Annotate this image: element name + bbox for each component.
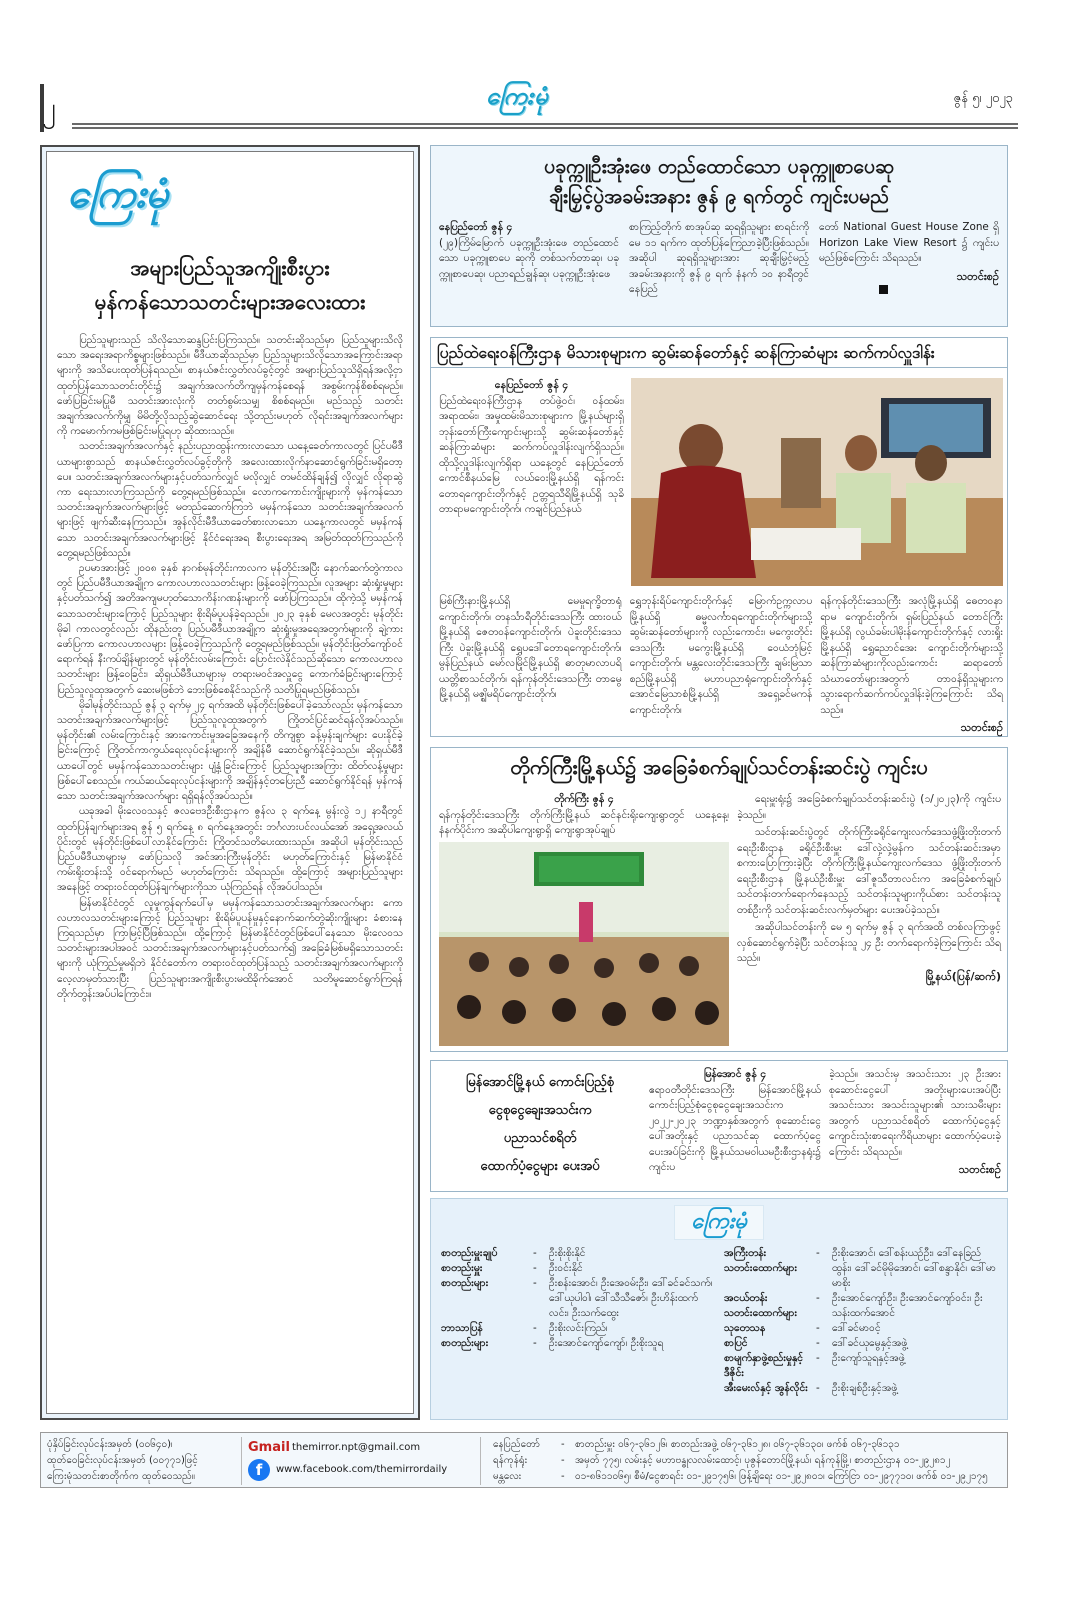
editorial-box: [40, 145, 420, 1420]
staff-row: [441, 1321, 714, 1336]
editorial-paragraph: မိုခါမုန်တိုင်းသည် ဇွန် ၃ ရက်မှ ၂၄ ရက်အထိ မုန်တိုင်းဖြစ်ပေါ်ခဲ့သော်လည်း မှန်ကန်သောသတင်းအချက်အလက်များဖြင့် ပြည်သူလူထုအတွက် ကြိုတင်ပြင်ဆင်ရန်လိုအပ်သည်။ မုန်တိုင်း၏ လမ်းကြောင်းနှင့် အားကောင်းမှုအခြေအနေကို တိကျစွာ ခန့်မှန်းချက်များ ပေးနိုင်ခဲ့ခြင်းကြောင့် ကြိုတင်ကာကွယ်ရေးလုပ်ငန်းများကို အချိန်မီ ဆောင်ရွက်နိုင်ခဲ့သည်။ ဆိုရှယ်မီဒီယာပေါ်တွင် မမှန်ကန်သောသတင်းများ ပျံ့နှံ့ခြင်းကြောင့် ပြည်သူများအကြား ထိတ်လန့်မှုများ ဖြစ်ပေါ်စေသည်။ ကယ်ဆယ်ရေးလုပ်ငန်းများကို အချိန်နှင့်တပြေးညီ ဆောင်ရွက်နိုင်ရန် မှန်ကန်သော သတင်းအချက်အလက်များ ရရှိရန်လိုအပ်သည်။: [57, 698, 403, 803]
staff-role: စာတည်းမှူး: [441, 1262, 483, 1274]
editorial-paragraph: ယခုအခါ မိုးလေဝသနှင့် ဇလဗေဒဦးစီးဌာနက ဇွန်လ ၃ ရက်နေ့ မွန်းလွဲ ၁၂ နာရီတွင် ထုတ်ပြန်ချက်များအရ ဇွန် ၅ ရက်နေ့ ၈ ရက်နေ့အတွင်း ဘင်္ဂလားပင်လယ်အော် အရှေ့အလယ်ပိုင်းတွင် မုန်တိုင်းဖြစ်ပေါ်လာနိုင်ကြောင်း ကြိုတင်သတိပေးထားသည်။ အဆိုပါ မုန်တိုင်းသည် ပြည်ပမီဒီယာများမှ ဖော်ပြသလို အင်အားကြီးမုန်တိုင်း မဟုတ်ကြောင်းနှင့် မြန်မာနိုင်ငံကမ်းရိုးတန်းသို့ ဝင်ရောက်မည် မဟုတ်ကြောင်း သိရသည်။ ထို့ကြောင့် အများပြည်သူများအနေဖြင့် တရားဝင်ထုတ်ပြန်ချက်များကိုသာ ယုံကြည်ရန် လိုအပ်ပါသည်။: [57, 805, 403, 894]
article-headline: [439, 152, 999, 212]
article-monastery-donation: [430, 337, 1008, 737]
staff-row: [441, 1261, 714, 1276]
article-text: ဧရာဝတီတိုင်းဒေသကြီး မြန်အောင်မြို့နယ် ကောင်းပြည့်စုံငွေစုငွေချေးအသင်းက ၂၀၂၂-၂၀၂၃ ဘဏ္ဍာနှစ်အတွက် စုဆောင်းငွေပေါ်အတိုးနှင့် ပညာသင်ဆု ထောက်ပံ့ငွေပေးအပ်ခြင်းကို မြို့နယ်သမဝါယမဦးစီးဌာနရုံး၌ ကျင်းပ: [649, 1083, 821, 1173]
editorial-paragraph: သတင်းအချက်အလက်နှင့် နည်းပညာထွန်းကားလာသော ယနေ့ခေတ်ကာလတွင် ပြင်ပမီဒီယာများစွာသည် စာနယ်ဇင်းလွှတ်လပ်ခွင့်တိုကို အလေးထားလိုက်နာဆောင်ရွက်ခြင်းမရှိတော့ပေ။ သတင်းအချက်အလက်များနှင့်ပတ်သက်လျှင် မလိုလျှင် တမင်ထိန်ချန်၍ လိုလျှင် လိုရာဆွဲကာ ရေးသားလာကြသည်ကို တွေ့ရမည်ဖြစ်သည်။ လောကကောင်းကျိုးများကို မှန်ကန်သောသတင်းအချက်အလက်များဖြင့် မတည်ဆောက်ကြဘဲ မမှန်ကန်သော သတင်းအချက်အလက်များဖြင့် ဖျက်ဆီးနေကြသည်။ အွန်လိုင်းမီဒီယာခေတ်စားလာသော ယနေ့ကာလတွင် မမှန်ကန်သော သတင်းအချက်အလက်များဖြင့် နိုင်ငံရေးအရ စီးပွားရေးအရ အမြတ်ထုတ်ကြသည်ကို တွေ့ရမည်ဖြစ်သည်။: [57, 440, 403, 559]
article-headline: ပြည်ထဲရေးဝန်ကြီးဌာန မိသားစုများက ဆွမ်းဆန်တော်နှင့် ဆန်ကြာဆံများ ဆက်ကပ်လှူဒါန်း: [431, 338, 1007, 368]
staff-role: ဘာသာပြန်: [441, 1322, 483, 1334]
article-text: (၂၉)ကြိမ်မြောက် ပခုက္ကူဦးအုံးဖေ တည်ထောင်သော ပခုက္ကူစာပေ ဆုကို တစ်သက်တာဆု၊ ပခုက္ကူစာပေဆု၊ ပညာရည်ချွန်ဆု၊ ပခုက္ကူဦးအုံးဖေ: [439, 236, 619, 280]
headline-line4: ထောက်ပံ့ငွေများ ပေးအပ်: [480, 1159, 600, 1174]
staff-role: စာပြင်: [724, 1337, 748, 1349]
article-columns: [439, 220, 999, 300]
facebook-icon: f: [248, 1459, 270, 1481]
editorial-staff-box: [430, 1198, 1008, 1420]
article-columns: [649, 1067, 1001, 1178]
staff-names: ဦးဝင်းနိုင်: [549, 1262, 583, 1274]
article-signature: သတင်းစဉ်: [960, 721, 1004, 734]
editorial-paragraph: ပြည်သူများသည် သိလိုသောဆန္ဒပြင်းပြကြသည်။ သတင်းဆိုသည်မှာ ပြည်သူများသိလိုသော အရေးအရာကိစ္စများဖြစ်သည်။ မီဒီယာဆိုသည်မှာ ပြည်သူများသိလိုသောအကြောင်းအရာများကို အသိပေးထုတ်ပြန်ရသည်။ စာနယ်ဇင်းလွှတ်လပ်ခွင့်တွင် အများပြည်သူသိရှိရန်အလို့ငှာ ထုတ်ပြန်သောသတင်းတိုင်း၌ အချက်အလက်တိကျမှန်ကန်စေရန် အစွမ်းကုန်စိစစ်ရမည်။ ဖော်ပြခြင်းမပြုမီ သတင်းအားလုံးကို တတ်စွမ်းသမျှ စိစစ်ရမည်။ မည်သည့် သတင်းအချက်အလက်ကိုမျှ မိမိတို့လိုသည့်ဆွဲဆောင်ရေး သို့တည်းမဟုတ် လိုရင်းအချက်အလက်များကို ကမောက်ကမဖြစ်ခြင်းမပြုရဟု ဆိုထားသည်။: [57, 334, 403, 438]
article-paragraph: အဆိုပါသင်တန်းကို မေ ၅ ရက်မှ ဇွန် ၃ ရက်အထိ တစ်လကြာဖွင့်လှစ်ဆောင်ရွက်ခဲ့ပြီး သင်တန်းသူ ၂၄ ဦး တက်ရောက်ခဲ့ကြကြောင်း သိရသည်။: [737, 921, 1001, 964]
editorial-title: [57, 251, 403, 319]
office-info: ၀၁-၈၆၁၁၀၆၅၊ စီမံ/ငွေစာရင်း ၀၁-၂၉၁၇၅၆၊ ဖြန့်ချိရေး ၀၁-၂၉၂၈၀၁၊ ကြော်ငြာ ၀၁-၂၉၇၇၁၀၊ ဖက်စ် ၀၁-၂၉၂၁၇၅: [575, 1471, 988, 1482]
editorial-paragraph: မြန်မာနိုင်ငံတွင် လူမှုကွန်ရက်ပေါ်မှ မမှန်ကန်သောသတင်းအချက်အလက်များ ကောလဟာလသတင်းများကြောင့် ပြည်သူများ စိုးရိမ်ပူပန်မှုနှင့်နောက်ဆက်တွဲဆိုးကျိုးများ ခံစားနေကြရသည်မှာ ကြာမြင့်ပြီဖြစ်သည်။ ထို့ကြောင့် မြန်မာနိုင်ငံတွင်ဖြစ်ပေါ်နေသော မိုးလေဝသသတင်းများအပါအဝင် သတင်းအချက်အလက်များနှင့်ပတ်သက်၍ အခြေခံမြစ်မရှိသောသတင်းများကို ယုံကြည်မှုမရှိဘဲ နိုင်ငံတော်က တရားဝင်ထုတ်ပြန်သည့် သတင်းအချက်အလက်များကို လေ့လာမှတ်သားပြီး ပြည်သူများအကျိုးစီးပွားမထိခိုက်အောင် သတိမူဆောင်ရွက်ကြရန် တိုက်တွန်းအပ်ပါကြောင်း။: [57, 896, 403, 1000]
headline-line1: မြန်အောင်မြို့နယ် ကောင်းပြည့်စုံ: [466, 1075, 614, 1090]
office-info: အမှတ် ၇၇၅၊ လမ်းနှင့် မဟာဗန္ဓုလလမ်းထောင့်၊ ပုဇွန်တောင်မြို့နယ်၊ ရန်ကုန်မြို့၊ စာတည်းဌာန ၀၁-၂၉၂၈၁၂: [575, 1455, 951, 1466]
staff-names: ဦးစိုးအောင်၊ ဒေါ်စန်းယဉ်ဦး၊ ဒေါ်နေခြည်ထွန်း၊ ဒေါ်ခင်မိုမိုအောင်၊ ဒေါ်စန္ဒာနိုင်၊ ဒေါ်မာမာစိုး: [832, 1247, 997, 1289]
email-contact: [248, 1437, 480, 1459]
article-sewing-course: [430, 747, 1008, 1052]
headline-line2: ချီးမြှင့်ပွဲအခမ်းအနား ဇွန် ၉ ရက်တွင် ကျင်းပမည်: [548, 185, 890, 208]
article-lead: [439, 378, 624, 518]
office-city: နေပြည်တော်: [493, 1439, 540, 1450]
staff-row: [724, 1291, 997, 1321]
editorial-paragraph: ဥပမာအားဖြင့် ၂၀၀၈ ခုနှစ် နာဂစ်မုန်တိုင်းကာလက မုန်တိုင်းအပြီး နောက်ဆက်တွဲကာလတွင် ပြည်ပမီဒီယာအချို့က ကောလဟာလသတင်းများ ဖြန့်ဝေခဲ့ကြသည်။ လူအများ ဆုံးရှုံးမှုများနှင့်ပတ်သက်၍ အတိအကျမဟုတ်သောကိန်းဂဏန်းများကို ဖော်ပြကြသည်။ ထိုကဲ့သို့ မမှန်ကန်သောသတင်းများကြောင့် ပြည်သူများ စိုးရိမ်ပူပန်ခဲ့ရသည်။ ၂၀၂၃ ခုနှစ် မေလအတွင်း မုန်တိုင်း မိုခါ ကာလတွင်လည်း ထိုနည်းတူ ပြည်ပမီဒီယာအချို့က ဆုံးရှုံးမှုအရေအတွက်များကို ချဲ့ကားဖော်ပြကာ ကောလဟာလများ ဖြန့်ဝေခဲ့ကြသည်ကို တွေ့ရမည်ဖြစ်သည်။ မုန်တိုင်းဖြတ်ကျော်ဝင်ရောက်ရန် နီးကပ်ချိန်များတွင် မုန်တိုင်းလမ်းကြောင်း ပြောင်းလဲနိုင်သည်ဆိုသော ကောလဟာလသတင်းများ ဖြန့်ဝေခြင်း၊ ဆိုရှယ်မီဒီယာများမှ တရားမဝင်အလှူငွေ ကောက်ခံခြင်းများကြောင့် ပြည်သူလူထုအတွက် ဆေးမဖြစ်ဘဲ ဘေးဖြစ်စေနိုင်သည်ကို သတိပြုရမည်ဖြစ်သည်။: [57, 562, 403, 696]
staff-row: [724, 1381, 997, 1396]
staff-names: ဒေါ်ခင်မာဝင့်: [832, 1322, 881, 1334]
dash: -: [816, 1247, 820, 1259]
email-link[interactable]: themirror.npt@gmail.com: [292, 1442, 421, 1453]
article-headline: တိုက်ကြီးမြို့နယ်၌ အခြေခံစက်ချုပ်သင်တန်းဆင်းပွဲ ကျင်းပ: [510, 755, 928, 779]
article-column: [820, 594, 1003, 736]
article-byline: နေပြည်တော် ဇွန် ၄: [439, 221, 513, 233]
staff-row: [724, 1321, 997, 1336]
staff-names: ဒေါ်ခင်ယုမွေနှင့်အဖွဲ့: [832, 1337, 908, 1349]
graduation-photo: [439, 842, 729, 1046]
staff-row: [441, 1276, 714, 1321]
dash: -: [561, 1439, 565, 1450]
dash: -: [533, 1277, 537, 1289]
article-column: [649, 1067, 821, 1178]
office-city: မန္တလေး: [493, 1471, 522, 1482]
article-text: ပြည်ထဲရေးဝန်ကြီးဌာန တပ်ဖွဲ့ဝင်၊ ဝန်ထမ်း၊ အရာထမ်း၊ အမှုထမ်းမိသားစုများက မြို့နယ်များရှိဘုန်းတော်ကြီးကျောင်းများသို့ ဆွမ်းဆန်တော်နှင့် ဆန်ကြာဆံများ ဆက်ကပ်လှူဒါန်းလျက်ရှိသည်။ ထိုသို့လှူဒါန်းလျက်ရှိရာ ယနေ့တွင် နေပြည်တော်ကောင်စီနယ်မြေ လယ်ဝေးမြို့နယ်ရှိ ရန်ကင်းတောရကျောင်းတိုက်နှင့် ဥတ္တရသီရိမြို့နယ်ရှိ သုခိတာရာမကျောင်းတိုက်၊ ကချင်ပြည်နယ်: [439, 394, 624, 515]
article-column: ရွှေဘုန်းရိပ်ကျောင်းတိုက်နှင့် မြောက်ဥက္ကလာပမြို့နယ်ရှိ ဓမ္မလင်္ကာရကျောင်းတိုက်များသို့ ဆွမ်းဆန်တော်များကို လည်းကောင်း၊ မကွေးတိုင်းဒေသကြီး မကွေးမြို့နယ်ရှိ ဝေယံဘုံမြင့်ကျောင်းတိုက်၊ မန္တလေးတိုင်းဒေသကြီး ချမ်းမြသာစည်မြို့နယ်ရှိ မဟာပညာရုံကျောင်းတိုက်နှင့် အောင်မြေသာစံမြို့နယ်ရှိ အရှေ့ခင်မကန်ကျောင်းတိုက်၊: [629, 595, 813, 716]
dash: -: [533, 1322, 537, 1334]
article-column: [439, 220, 619, 300]
article-signature: သတင်းစဉ်: [958, 1163, 1001, 1176]
staff-row: [724, 1351, 997, 1381]
article-text: ရန်ကုန်တိုင်းဒေသကြီး တိုက်ကြီးမြို့နယ် ဆင်နင်းရိုးကျေးရွာတွင် ယနေ့နေ့၊ နံနက်ပိုင်းက အဆိုပါကျေးရွာရှိ ကျေးရွာအုပ်ချုပ်: [439, 808, 729, 836]
contact-info: [241, 1437, 481, 1485]
editorial-title-line2: မှန်ကန်သောသတင်းများအလေးထား: [94, 290, 366, 314]
article-cooperative-scholarship: [430, 1060, 1008, 1192]
editorial-inner: [46, 151, 414, 1414]
article-lead: [439, 792, 729, 839]
office-row: [493, 1437, 1001, 1453]
staff-names: ဦးစိုးလင်းကြည်၊: [549, 1322, 608, 1334]
donation-photo: [631, 378, 1003, 586]
article-signature: မြို့နယ်(ပြန်/ဆက်): [925, 969, 1001, 983]
staff-row: [724, 1246, 997, 1291]
staff-role: အီးမေးလ်နှင့် အွန်လိုင်း: [724, 1382, 808, 1394]
dash: -: [816, 1337, 820, 1349]
page-number: ၂: [42, 91, 56, 124]
gmail-icon: Gmail: [248, 1440, 290, 1455]
header-rule: [72, 123, 1018, 129]
staff-names: ဦးစိုးစိုးနိုင်: [549, 1247, 586, 1259]
office-city: ရန်ကုန်ရုံး: [493, 1455, 528, 1466]
staff-list-left: [441, 1246, 714, 1396]
article-column: [819, 220, 999, 300]
staff-role: စာတည်းများ: [441, 1337, 489, 1349]
dash: -: [561, 1471, 565, 1482]
footer: [40, 1432, 1008, 1488]
dash: -: [816, 1352, 820, 1364]
staff-grid: [441, 1246, 997, 1396]
article-column: မြစ်ကြီးနားမြို့နယ်ရှိ မေမှုရက္ခိတာရုံ ကျောင်းတိုက်၊ တနင်္သာရီတိုင်းဒေသကြီး ထားဝယ်မြို့နယ်ရှိ ဇေတဝန်ကျောင်းတိုက်၊ ပဲခူးတိုင်းဒေသကြီး ပဲခူးမြို့နယ်ရှိ ရွှေပဒေါ်တောရကျောင်းတိုက်၊ မွန်ပြည်နယ် မော်လမြိုင်မြို့နယ်ရှိ ဓာတုမာလာပရိယတ္တိစာသင်တိုက်၊ ရန်ကုန်တိုင်းဒေသကြီး တာမွေမြို့နယ်ရှိ မဇ္ဈိမရိပ်ကျောင်းတိုက်၊: [439, 595, 622, 700]
headline-line1: ပခုက္ကူဦးအုံးဖေ တည်ထောင်သော ပခုက္ကူစာပေဆု: [544, 155, 894, 178]
registration-line: ထုတ်ဝေခြင်းလုပ်ငန်းအမှတ် (၀၀၇၇၁)ဖြင့်: [47, 1455, 198, 1466]
article-signature: သတင်းစဉ်: [956, 269, 999, 283]
header-masthead: ကြေးမုံ: [486, 81, 549, 110]
end-mark-icon: [879, 285, 888, 294]
article-paragraph: ရေးမှူးရုံး၌ အခြေခံစက်ချုပ်သင်တန်းဆင်းပွဲ (၁/၂၀၂၃)ကို ကျင်းပခဲ့သည်။: [737, 793, 1001, 821]
staff-row: [441, 1336, 714, 1351]
article-byline: တိုက်ကြီး ဇွန် ၄: [554, 793, 614, 805]
staff-role: စာမျက်နှာဖွဲ့စည်းမှုနှင့် ဒီဇိုင်း: [724, 1352, 804, 1379]
article-text: ခဲ့သည်။ အသင်းမှ အသင်းသား ၂၃ ဦးအား စုဆောင်းငွေပေါ် အတိုးများပေးအပ်ပြီး အသင်းသား အသင်းသူများ၏ သားသမီးများအတွက် ပညာသင်စရိတ် ထောက်ပံ့ငွေနှင့် ကျောင်းသုံးစာရေးကိရိယာများ ထောက်ပံ့ပေးခဲ့ကြောင်း သိရသည်။: [829, 1068, 1001, 1158]
article-paragraph: သင်တန်းဆင်းပွဲတွင် တိုက်ကြီးခရိုင်ကျေးလက်ဒေသဖွံ့ဖြိုးတိုးတက်ရေးဦးစီးဌာန ခရိုင်ဦးစီးမှူး ဒေါ်လှဲ့လှဲ့မွန်က သင်တန်းဆင်းအမှာစကားပြောကြားခဲ့ပြီး တိုက်ကြီးမြို့နယ်ကျေးလက်ဒေသ ဖွံ့ဖြိုးတိုးတက်ရေးဦးစီးဌာန မြို့နယ်ဦးစီးမှူး ဒေါ်ဇူသီတာလင်းက အခြေခံစက်ချုပ်သင်တန်းတက်ရောက်နေသည့် သင်တန်းသူများကိုယ်စား သင်တန်းသူတစ်ဦးကို သင်တန်းဆင်းလက်မှတ်များ ပေးအပ်ခဲ့သည်။: [737, 826, 1001, 916]
header-date: ဇွန် ၅၊ ၂၀၂၃: [953, 91, 1013, 106]
headline-line2: ငွေစုငွေချေးအသင်းက: [488, 1103, 592, 1118]
article-column: [829, 1067, 1001, 1178]
article-byline: နေပြည်တော် ဇွန် ၄: [494, 379, 569, 391]
dash: -: [816, 1322, 820, 1334]
dash: -: [561, 1455, 565, 1466]
dash: -: [533, 1262, 537, 1274]
office-row: [493, 1469, 1001, 1485]
staff-names: ဦးအောင်ကျော်ကျော်၊ ဦးစိုးသူရ: [549, 1337, 664, 1349]
article-literary-award: [430, 145, 1008, 327]
dash: -: [533, 1247, 537, 1259]
staff-names: ဦးအောင်ကျော်ဦး၊ ဦးအောင်ကျော်ဝင်း၊ ဦးသန်းထက်အောင်: [832, 1292, 983, 1319]
registration-line: ကြေးမုံသတင်းစာတိုက်က ထုတ်ဝေသည်။: [47, 1471, 195, 1482]
staff-row: [724, 1336, 997, 1351]
staff-row: [441, 1246, 714, 1261]
article-byline: မြန်အောင် ဇွန် ၄: [703, 1068, 767, 1080]
dash: -: [533, 1337, 537, 1349]
facebook-contact: [248, 1459, 480, 1481]
facebook-link[interactable]: www.facebook.com/themirrordaily: [276, 1464, 448, 1475]
staff-names: ဦးစိုးချစ်ဦးနှင့်အဖွဲ့: [832, 1382, 898, 1394]
staff-names: ဦးစန်းအောင်၊ ဦးအေဝမ်းဦး၊ ဒေါ်ခင်ခင်သက်၊ ဒေါ်ယုပါဝါ၊ ဒေါ်သီသီဇော်၊ ဦးဟိန်းထက်လင်း၊ ဦးသက်ထွေး: [549, 1277, 713, 1319]
headline-line3: ပညာသင်စရိတ်: [503, 1131, 577, 1146]
dash: -: [816, 1382, 820, 1394]
staff-role: သုတေသန: [724, 1322, 766, 1334]
staff-names: ဦးကျော်သူရနှင့်အဖွဲ့: [832, 1352, 905, 1364]
office-contacts: [493, 1437, 1001, 1485]
staff-role: အကြီးတန်း သတင်းထောက်များ: [724, 1247, 798, 1274]
staff-masthead-logo: ကြေးမုံ: [674, 1205, 764, 1240]
publication-registration: [47, 1437, 235, 1485]
editorial-title-line1: အများပြည်သူအကျိုးစီးပွား: [130, 256, 330, 280]
article-headline: [437, 1069, 643, 1181]
dash: -: [816, 1292, 820, 1304]
registration-line: ပုံနှိပ်ခြင်းလုပ်ငန်းအမှတ် (၀၀၆၄၀)၊: [47, 1439, 173, 1450]
article-body: [737, 792, 1001, 984]
article-text: တော် National Guest House Zone ရှိ Horizon Lake View Resort ၌ ကျင်းပမည်ဖြစ်ကြောင်း သိရသည်။: [819, 221, 999, 264]
editorial-masthead-logo: ကြေးမုံ: [67, 170, 169, 217]
office-info: စာတည်းမှူး ၀၆၇-၃၆၁၂၆၊ စာတည်းအဖွဲ့ ၀၆၇-၃၆၁၂၈၊ ၀၆၇-၃၆၁၃၀၊ ဖက်စ် ၀၆၇-၃၆၁၃၁: [575, 1439, 900, 1450]
staff-list-right: [724, 1246, 997, 1396]
editorial-body: [57, 333, 403, 1002]
article-column: စာကြည့်တိုက် စာအုပ်ဆု ဆုရရှိသူများ စာရင်းကို မေ ၁၁ ရက်က ထုတ်ပြန်ကြေညာခဲ့ပြီးဖြစ်သည်။ အဆိုပါ ဆုရရှိသူများအား ဆုချီးမြှင့်မည့် အခမ်းအနားကို ဇွန် ၉ ရက် နံနက် ၁၀ နာရီတွင် နေပြည်: [629, 221, 809, 295]
article-text: ရန်ကုန်တိုင်းဒေသကြီး အလုံမြို့နယ်ရှိ ဓေတဝနာရာမ ကျောင်းတိုက်၊ ရှမ်းပြည်နယ် တောင်ကြီးမြို့နယ်ရှိ လွယ်ခမ်းပါမိုးန်ကျောင်းတိုက်နှင့် လားရှိုးမြို့နယ်ရှိ ရွှေညောင်အေး ကျောင်းတိုက်များသို့ ဆန်ကြာဆံများကိုလည်းကောင်း ဆရာတော်သံဃာတော်များအတွက် တာဝန်ရှိသူများက သွားရောက်ဆက်ကပ်လှူဒါန်းခဲ့ကြကြောင်း သိရသည်။: [820, 595, 1004, 716]
staff-role: စာတည်းမှူးချုပ်: [441, 1247, 498, 1259]
article-columns: [439, 594, 1003, 736]
office-row: [493, 1453, 1001, 1469]
staff-role: စာတည်းများ: [441, 1277, 489, 1289]
staff-role: အငယ်တန်း သတင်းထောက်များ: [724, 1292, 798, 1319]
